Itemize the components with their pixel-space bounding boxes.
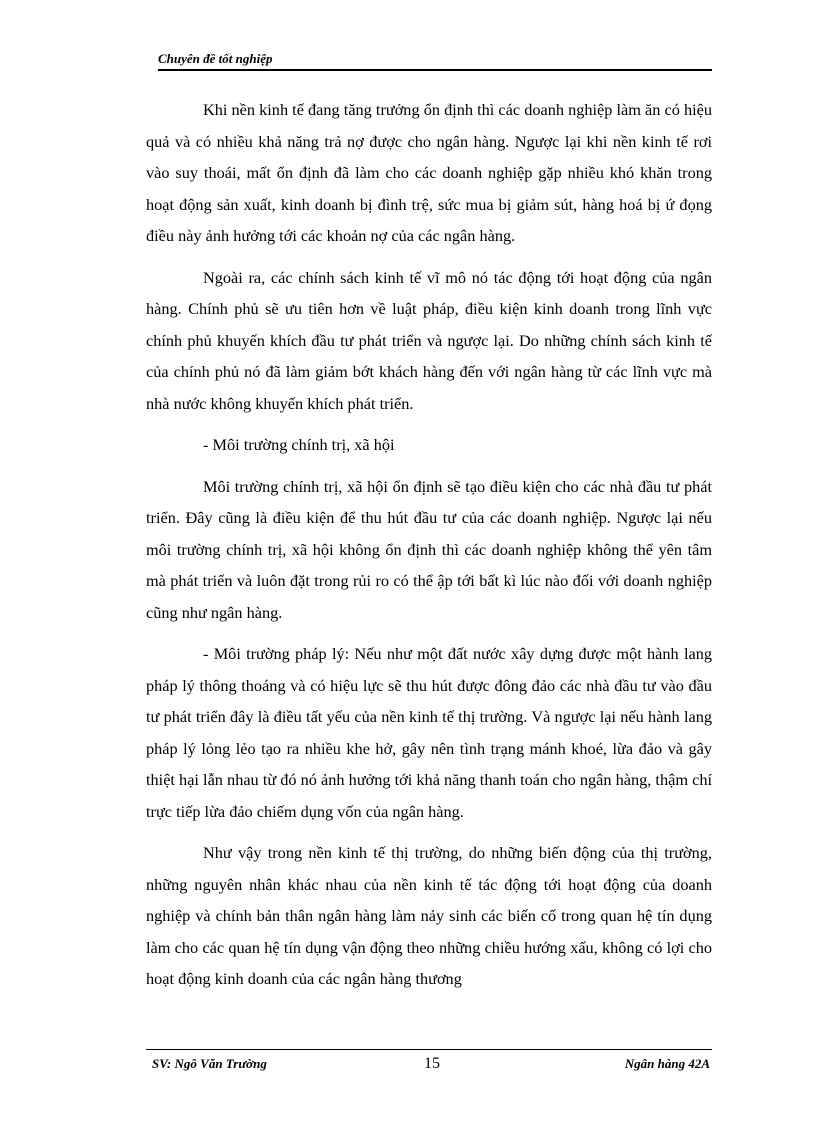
header-title: Chuyên đề tốt nghiệp — [158, 51, 273, 66]
page-footer — [146, 1049, 712, 1080]
paragraph-conclusion: Như vậy trong nền kinh tế thị trường, do những biến động của thị trường, những nguyên nhân khác nhau của nền kinh tế tác động tới hoạt động của doanh nghiệp và chính bản thân ngân hàng làm nảy sinh các biến cố trong quan hệ tín dụng làm cho các quan hệ tín dụng vận động theo những chiều hướng xấu, không có lợi cho hoạt động kinh doanh của các ngân hàng thương — [146, 843, 712, 988]
document-body — [146, 94, 712, 1005]
paragraph-economic-growth: Khi nền kinh tế đang tăng trưởng ổn định thì các doanh nghiệp làm ăn có hiệu quả và có nhiều khả năng trả nợ được cho ngân hàng. Ngược lại khi nền kinh tế rơi vào suy thoái, mất ổn định đã làm cho các doanh nghiệp gặp nhiều khó khăn trong hoạt động sản xuất, kinh doanh bị đình trệ, sức mua bị giảm sút, hàng hoá bị ứ đọng điều này ảnh hưởng tới các khoản nợ của các ngân hàng. — [146, 100, 712, 245]
paragraph-macro-policy: Ngoài ra, các chính sách kinh tế vĩ mô nó tác động tới hoạt động của ngân hàng. Chính phủ sẽ ưu tiên hơn về luật pháp, điều kiện kinh doanh trong lĩnh vực chính phủ khuyến khích đầu tư phát triển và ngược lại. Do những chính sách kinh tế của chính phủ nó đã làm giảm bớt khách hàng đến với ngân hàng từ các lĩnh vực mà nhà nước không khuyến khích phát triển. — [146, 267, 712, 413]
footer-class: Ngân hàng 42A — [624, 1056, 710, 1071]
page-header — [158, 47, 712, 71]
footer-author: SV: Ngô Văn Trường — [152, 1056, 267, 1071]
page-number: 15 — [424, 1055, 440, 1072]
heading-political-environment: - Môi trường chính trị, xã hội — [203, 435, 395, 454]
paragraph-political-stability: Môi trường chính trị, xã hội ổn định sẽ tạo điều kiện cho các nhà đầu tư phát triển. Đây cũng là điều kiện để thu hút đầu tư của các doanh nghiệp. Ngược lại nếu môi trường chính trị, xã hội không ổn định thì các doanh nghiệp không thể yên tâm mà phát triển và luôn đặt trong rủi ro có thể ập tới bất kì lúc nào đối với doanh nghiệp cũng như ngân hàng. — [146, 476, 712, 622]
paragraph-legal-environment: - Môi trường pháp lý: Nếu như một đất nước xây dựng được một hành lang pháp lý thông thoáng và có hiệu lực sẽ thu hút được đông đảo các nhà đầu tư vào đầu tư phát triển đây là điều tất yếu của nền kinh tế thị trường. Và ngược lại nếu hành lang pháp lý lỏng lẻo tạo ra nhiều khe hở, gây nên tình trạng mánh khoé, lừa đảo và gây thiệt hại lẫn nhau từ đó nó ảnh hưởng tới khả năng thanh toán cho ngân hàng, thậm chí trực tiếp lừa đảo chiếm dụng vốn của ngân hàng. — [146, 644, 712, 821]
